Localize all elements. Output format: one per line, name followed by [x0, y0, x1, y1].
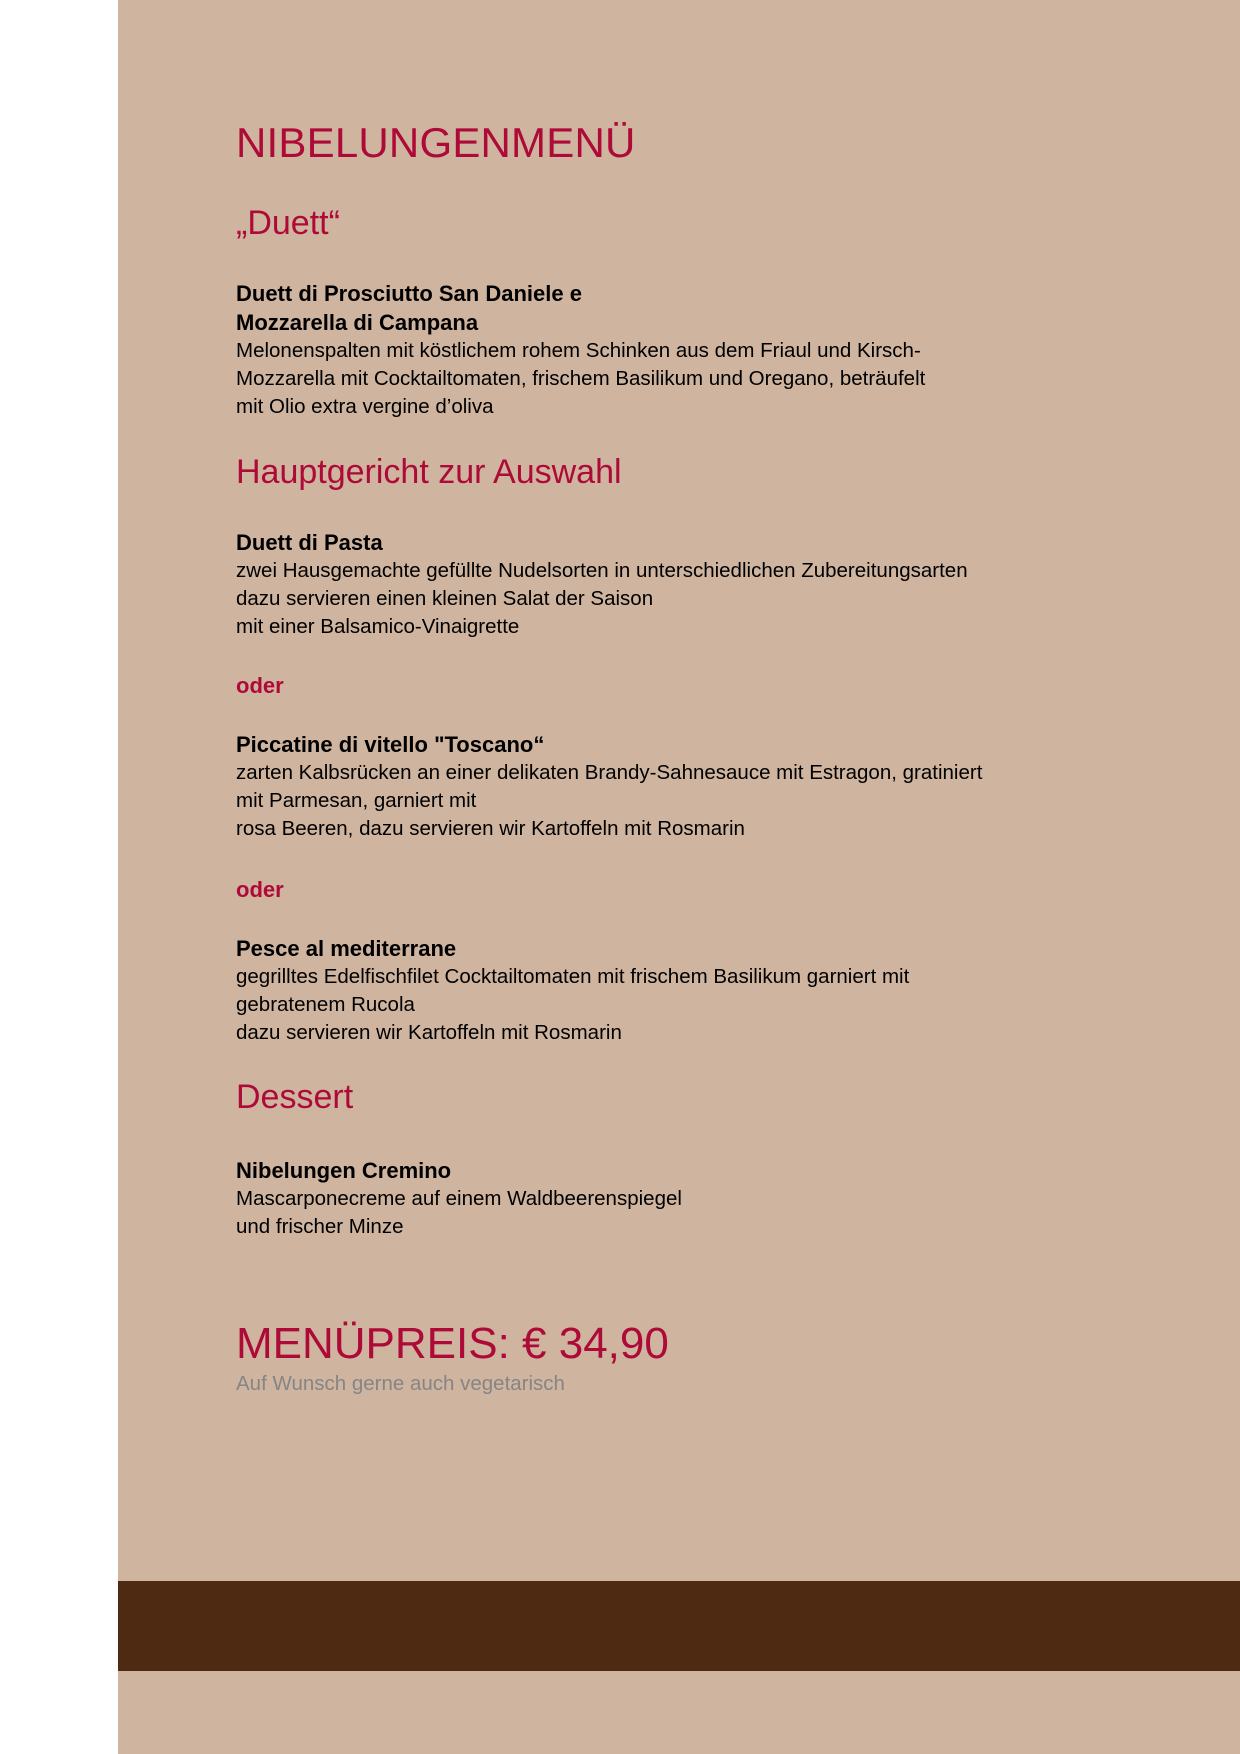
- starter-description: Melonenspalten mit köstlichem rohem Schinken aus dem Friaul und Kirsch- Mozzarella mit Cocktailtomaten, frischem Basilikum und Oregano, beträufelt mit Olio extra vergine d’oliva: [236, 339, 926, 418]
- dessert-description: Mascarponecreme auf einem Waldbeerenspiegel und frischer Minze: [236, 1187, 682, 1238]
- starter-heading: „Duett“: [236, 204, 340, 242]
- main-dish-3: [236, 934, 1136, 1047]
- vegetarian-note: Auf Wunsch gerne auch vegetarisch: [236, 1372, 565, 1395]
- main-dish-3-description: gegrilltes Edelfischfilet Cocktailtomaten mit frischem Basilikum garniert mit gebratenem Rucola dazu servieren wir Kartoffeln mit Rosmarin: [236, 965, 910, 1044]
- footer-band: [118, 1581, 1240, 1671]
- dessert-dish: [236, 1156, 1136, 1241]
- price-block: [236, 1318, 1136, 1398]
- main-course-heading: Hauptgericht zur Auswahl: [236, 453, 622, 491]
- main-dish-2: [236, 730, 1136, 843]
- dessert-name: Nibelungen Cremino: [236, 1158, 452, 1183]
- page-left-margin: [0, 0, 118, 1754]
- main-dish-1-description: zwei Hausgemachte gefüllte Nudelsorten in unterschiedlichen Zubereitungsarten dazu servieren einen kleinen Salat der Saison mit einer Balsamico-Vinaigrette: [236, 559, 968, 638]
- dessert-heading-block: [236, 1076, 1136, 1118]
- main-heading-block: [236, 451, 1136, 493]
- main-dish-2-description: zarten Kalbsrücken an einer delikaten Brandy-Sahnesauce mit Estragon, gratiniert mit Parmesan, garniert mit rosa Beeren, dazu servieren wir Kartoffeln mit Rosmarin: [236, 761, 983, 840]
- main-dish-3-name: Pesce al mediterrane: [236, 936, 457, 961]
- or-separator-1: [236, 671, 1136, 700]
- menu-price: MENÜPREIS: € 34,90: [236, 1319, 669, 1368]
- or-label: oder: [236, 673, 284, 698]
- main-dish-1-name: Duett di Pasta: [236, 530, 383, 555]
- starter-heading-block: [236, 202, 1136, 244]
- main-dish-1: [236, 528, 1136, 641]
- main-dish-2-name: Piccatine di vitello "Toscano“: [236, 732, 545, 757]
- menu-title: NIBELUNGENMENÜ: [236, 119, 636, 166]
- or-separator-2: [236, 875, 1136, 904]
- starter-dish: [236, 279, 1136, 421]
- menu-page: [118, 0, 1240, 1754]
- or-label: oder: [236, 877, 284, 902]
- menu-title-block: [236, 118, 1136, 168]
- dessert-heading: Dessert: [236, 1078, 354, 1116]
- starter-name-line1: Duett di Prosciutto San Daniele e: [236, 281, 582, 306]
- starter-name-line2: Mozzarella di Campana: [236, 310, 479, 335]
